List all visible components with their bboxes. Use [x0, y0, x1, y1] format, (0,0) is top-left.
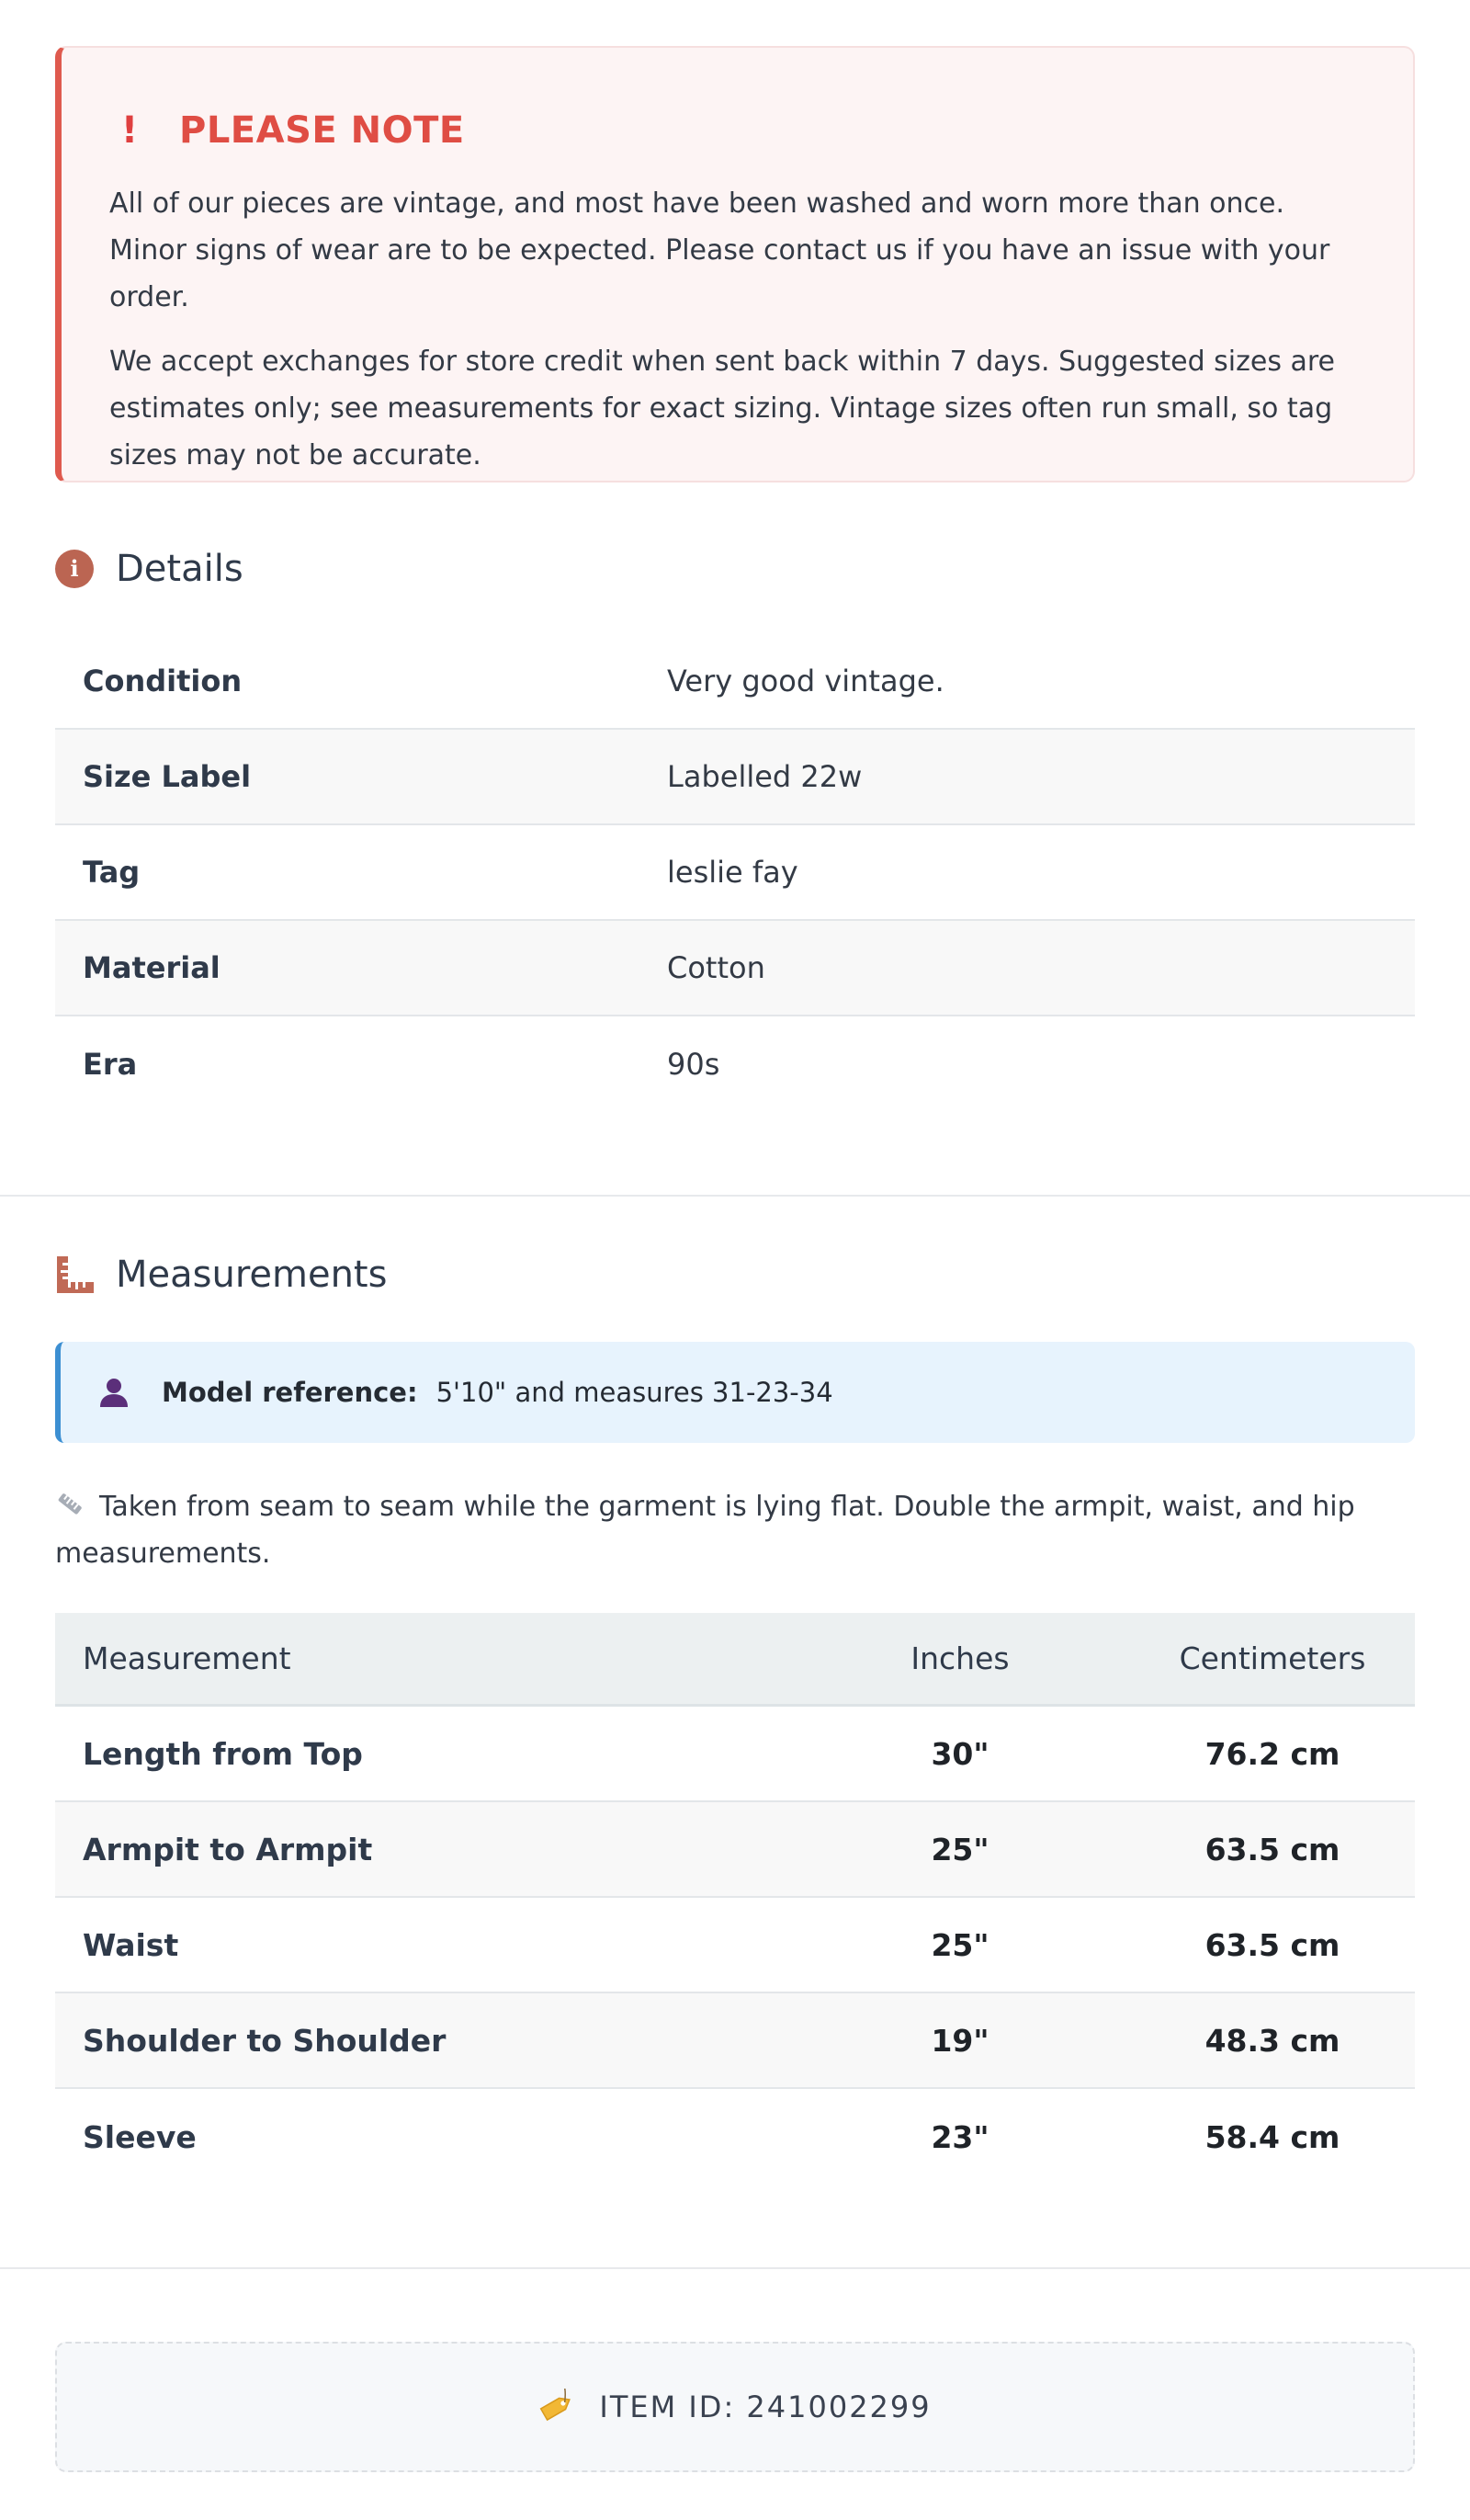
measurement-cm: 58.4 cm: [1204, 2118, 1340, 2155]
table-row: [55, 1898, 1415, 1993]
exclamation-icon: !: [120, 109, 139, 152]
model-reference-label: Model reference:: [162, 1377, 418, 1408]
person-icon: [97, 1376, 130, 1409]
table-row: [55, 1993, 1415, 2089]
details-heading: [55, 548, 243, 590]
measurement-inches: 23": [931, 2118, 989, 2155]
tag-icon: [538, 2389, 575, 2425]
pencil-icon: [55, 1489, 86, 1520]
measurements-title: Measurements: [116, 1254, 388, 1296]
details-row: [55, 730, 1415, 825]
item-id-box: [55, 2342, 1415, 2472]
section-divider: [0, 2267, 1470, 2269]
details-row-label: Size Label: [83, 759, 252, 794]
details-row-value: Very good vintage.: [667, 664, 944, 698]
measurements-heading: [55, 1254, 387, 1296]
details-row-value: 90s: [667, 1047, 720, 1082]
measurement-instructions-text: Taken from seam to seam while the garment is lying flat. Double the armpit, waist, and hip measurements.: [55, 1491, 1355, 1570]
measurement-name: Length from Top: [83, 1735, 363, 1772]
please-note-paragraph: We accept exchanges for store credit when sent back within 7 days. Suggested sizes are estimates only; see measurements for exact sizing. Vintage sizes often run small, so tag sizes may not be accurate.: [109, 346, 1336, 471]
details-row-label: Condition: [83, 664, 243, 698]
measurement-cm: 48.3 cm: [1204, 2022, 1340, 2059]
info-icon: i: [55, 550, 94, 588]
measurement-inches: 25": [931, 1926, 989, 1963]
ruler-icon: [55, 1254, 96, 1295]
section-divider: [0, 1195, 1470, 1197]
model-reference-value: 5'10" and measures 31-23-34: [435, 1377, 833, 1408]
column-header-measurement: Measurement: [83, 1640, 291, 1676]
measurement-inches: 19": [931, 2022, 989, 2059]
measurement-cm: 63.5 cm: [1204, 1831, 1340, 1867]
please-note-title: PLEASE NOTE: [179, 109, 465, 152]
details-row-label: Era: [83, 1047, 138, 1082]
measurement-cm: 76.2 cm: [1204, 1735, 1340, 1772]
please-note-paragraph: All of our pieces are vintage, and most have been washed and worn more than once. Minor signs of wear are to be expected. Please contact us if you have an issue with your order.: [109, 187, 1330, 313]
details-row: [55, 1016, 1415, 1112]
measurements-table-header: [55, 1613, 1415, 1707]
measurement-name: Armpit to Armpit: [83, 1831, 373, 1867]
details-row: [55, 634, 1415, 730]
details-row: [55, 825, 1415, 921]
table-row: [55, 1707, 1415, 1802]
details-table: [55, 634, 1415, 1112]
measurement-inches: 30": [931, 1735, 989, 1772]
measurement-instructions: [55, 1483, 1378, 1577]
table-row: [55, 1802, 1415, 1898]
measurement-name: Waist: [83, 1926, 179, 1963]
details-row-label: Tag: [83, 855, 141, 890]
details-row: [55, 921, 1415, 1016]
measurement-inches: 25": [931, 1831, 989, 1867]
column-header-inches: Inches: [910, 1640, 1010, 1676]
please-note-header: [109, 103, 1367, 158]
details-row-value: Cotton: [667, 950, 765, 985]
model-reference-callout: [55, 1342, 1415, 1443]
table-row: [55, 2089, 1415, 2185]
measurement-name: Shoulder to Shoulder: [83, 2022, 447, 2059]
details-title: Details: [116, 548, 243, 590]
measurements-table: [55, 1613, 1415, 2185]
measurement-name: Sleeve: [83, 2118, 197, 2155]
column-header-centimeters: Centimeters: [1179, 1640, 1366, 1676]
measurement-cm: 63.5 cm: [1204, 1926, 1340, 1963]
item-id-label: ITEM ID: 241002299: [599, 2389, 932, 2424]
please-note-box: [55, 46, 1415, 482]
details-row-value: Labelled 22w: [667, 759, 863, 794]
details-row-value: leslie fay: [667, 855, 798, 890]
details-row-label: Material: [83, 950, 220, 985]
